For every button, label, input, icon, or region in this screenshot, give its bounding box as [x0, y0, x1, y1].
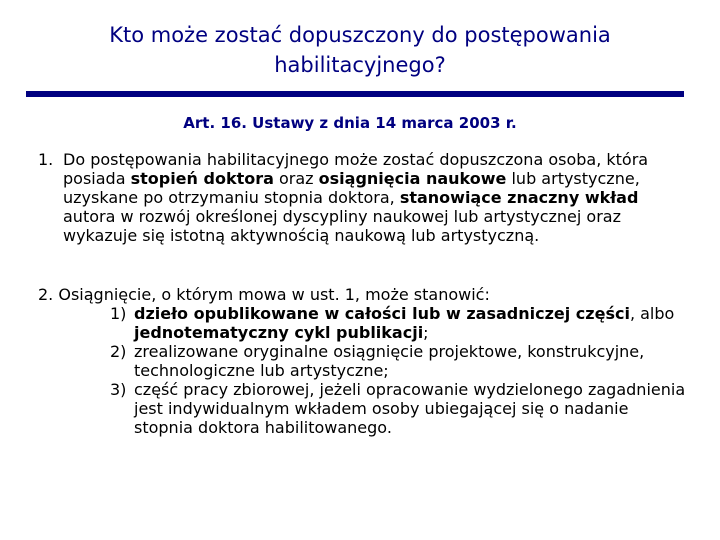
list-item-text-2: ; [423, 323, 429, 342]
list-item [110, 380, 688, 437]
paragraph-1-bold-1: stopień doktora [130, 169, 274, 188]
list-item [110, 342, 688, 380]
paragraph-1-bold-3: stanowiące znaczny wkład [399, 188, 639, 207]
list-item-bold-1: dzieło opublikowane w całości lub w zasadniczej części [134, 304, 630, 323]
paragraph-2-intro: 2. Osiągnięcie, o którym mowa w ust. 1, może stanowić: [38, 285, 490, 304]
list-item-bold-2: jednotematyczny cykl publikacji [134, 323, 424, 342]
paragraph-2 [38, 285, 688, 437]
paragraph-1-text-4: autora w rozwój określonej dyscypliny naukowej lub artystycznej oraz wykazuje się istotną aktywnością naukową lub artystyczną. [63, 207, 621, 245]
list-item [110, 304, 688, 342]
slide-title-line-2: habilitacyjnego? [274, 53, 446, 77]
paragraph-1-bold-2: osiągnięcia naukowe [318, 169, 507, 188]
list-item-text: zrealizowane oryginalne osiągnięcie projektowe, konstrukcyjne, technologiczne lub artystyczne; [134, 342, 645, 380]
paragraph-1-text-1: Do postępowania habilitacyjnego może zostać dopuszczona osoba, która posiada [63, 150, 649, 188]
list-item-number: 3) [110, 380, 127, 399]
title-divider [26, 91, 684, 97]
list-item-number: 1) [110, 304, 127, 323]
list-item-number: 2) [110, 342, 127, 361]
paragraph-1-text-2: oraz [273, 169, 319, 188]
list-item-text: część pracy zbiorowej, jeżeli opracowanie wydzielonego zagadnienia jest indywidualnym wkładem osoby ubiegającej się o nadanie stopnia doktora habilitowanego. [134, 380, 686, 437]
paragraph-1 [38, 150, 678, 245]
slide-title [40, 20, 680, 80]
list-item-text-1: , albo [629, 304, 675, 323]
paragraph-1-body [63, 150, 678, 245]
slide-title-line-1: Kto może zostać dopuszczony do postępowania [109, 23, 611, 47]
article-reference: Art. 16. Ustawy z dnia 14 marca 2003 r. [183, 114, 517, 132]
paragraph-1-number: 1. [38, 150, 54, 169]
paragraph-1-text-3: lub artystyczne, uzyskane po otrzymaniu stopnia doktora, [63, 169, 640, 207]
